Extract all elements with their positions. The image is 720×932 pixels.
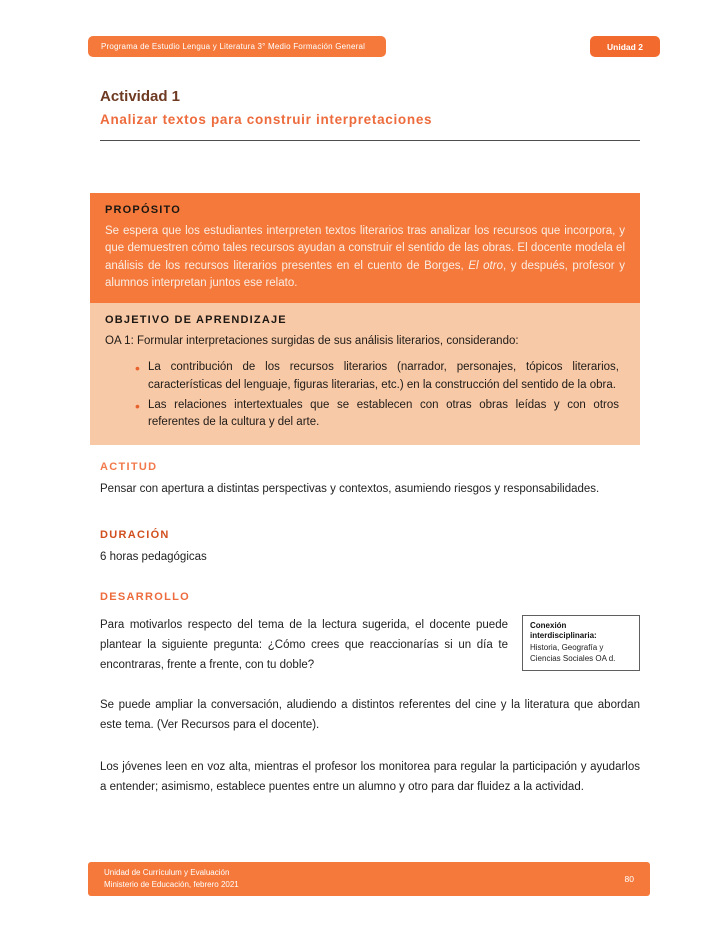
title-divider (100, 140, 640, 141)
actitud-heading: ACTITUD (100, 461, 158, 474)
footer-line2: Ministerio de Educación, febrero 2021 (104, 880, 239, 889)
activity-title: Actividad 1 (100, 88, 181, 105)
objetivo-box (90, 303, 640, 445)
desarrollo-paragraph-2: Se puede ampliar la conversación, aludiendo a distintos referentes del cine y la literatura que abordan este tema. (Ver Recursos para el docente). (100, 698, 640, 731)
proposito-body (105, 223, 625, 292)
objetivo-intro: OA 1: Formular interpretaciones surgidas de sus análisis literarios, considerando: (105, 335, 519, 347)
activity-subtitle: Analizar textos para construir interpretaciones (100, 112, 433, 127)
unit-badge-label: Unidad 2 (607, 41, 643, 52)
footer-bar (88, 862, 650, 896)
desarrollo-paragraph-1: Para motivarlos respecto del tema de la lectura sugerida, el docente puede plantear la siguiente pregunta: ¿Cómo crees que reaccionarías si un día te encontraras, frente a frente, con tu doble? (100, 618, 508, 671)
proposito-body-part1: Se espera que los estudiantes interpreten textos literarios tras analizar los recursos que incorpora, y que demuestren cómo tales recursos ayudan a construir el sentido de las obras. El docente modela el análisis de los recursos literarios presentes en el cuento de Borges, (105, 225, 625, 272)
duracion-body: 6 horas pedagógicas (100, 550, 207, 563)
content-column (100, 88, 640, 797)
desarrollo-paragraph-3: Los jóvenes leen en voz alta, mientras el profesor los monitorea para regular la participación y ayudarlos a entender; asimismo, establece puentes entre un alumno y otro para dar fluidez a la actividad. (100, 761, 640, 794)
proposito-body-italic: El otro (468, 259, 503, 272)
objetivo-bullet-item: • La contribución de los recursos literarios (narrador, personajes, tópicos literarios, características del lenguaje, figuras literarias, etc.) en la construcción del sentido de la obra. (135, 359, 619, 394)
interdisciplinary-connection-box (522, 615, 640, 671)
footer-credits (104, 867, 239, 892)
header-program-bar (88, 36, 386, 57)
footer-line1: Unidad de Currículum y Evaluación (104, 867, 230, 877)
connection-box-title: Conexión interdisciplinaria: (530, 620, 597, 641)
page-number: 80 (624, 874, 634, 884)
proposito-body-part2: , y después, profesor y alumnos interpretan juntos ese relato. (105, 259, 625, 289)
proposito-heading: PROPÓSITO (105, 204, 181, 216)
desarrollo-heading: DESARROLLO (100, 590, 190, 603)
duracion-heading: DURACIÓN (100, 528, 170, 541)
actitud-body: Pensar con apertura a distintas perspectivas y contextos, asumiendo riesgos y responsabilidades. (100, 483, 600, 496)
objetivo-heading: OBJETIVO DE APRENDIZAJE (105, 314, 287, 326)
header-program-title: Programa de Estudio Lengua y Literatura 3° Medio Formación General (101, 42, 366, 51)
objetivo-bullet-item: • Las relaciones intertextuales que se establecen con otras obras leídas y con otros referentes de la cultura y del arte. (135, 397, 619, 432)
desarrollo-paragraph-row (100, 615, 640, 675)
connection-box-body: Historia, Geografía y Ciencias Sociales OA d. (530, 643, 616, 663)
objetivo-bullet-list (105, 359, 625, 431)
proposito-box (90, 193, 640, 303)
unit-badge (590, 36, 660, 57)
